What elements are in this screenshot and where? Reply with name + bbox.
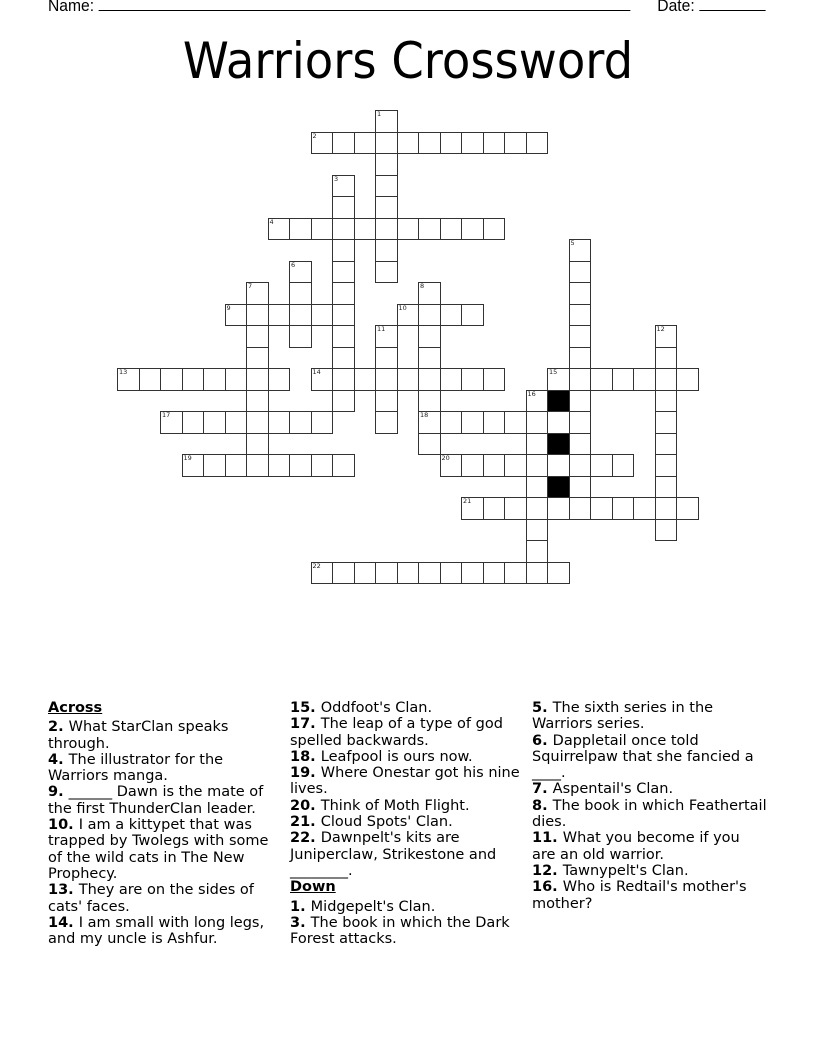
grid-cell[interactable] (332, 239, 355, 262)
grid-cell[interactable] (225, 368, 248, 391)
grid-cell[interactable] (289, 454, 312, 477)
black-cell (547, 433, 570, 456)
clue-text: The illustrator for the Warriors manga. (48, 751, 224, 785)
clue-item (532, 863, 767, 879)
clue-text: ______ Dawn is the mate of the first ThunderClan leader. (48, 784, 264, 817)
grid-cell[interactable] (569, 239, 592, 262)
clue-item (290, 749, 520, 765)
grid-cell[interactable] (354, 562, 377, 585)
clue-number: 8. (532, 797, 553, 814)
clue-text: Where Onestar got his nine lives. (290, 765, 520, 798)
grid-cell[interactable] (440, 562, 463, 585)
grid-cell[interactable] (397, 562, 420, 585)
clue-number: 9 (226, 303, 231, 312)
grid-cell[interactable] (633, 368, 656, 391)
grid-cell[interactable] (655, 433, 678, 456)
clue-number: 10. (48, 817, 79, 834)
grid-cell[interactable] (225, 411, 248, 434)
grid-cell[interactable] (655, 519, 678, 542)
grid-cell[interactable] (655, 325, 678, 348)
grid-cell[interactable] (311, 218, 334, 241)
grid-cell[interactable] (354, 218, 377, 241)
grid-cell[interactable] (547, 411, 570, 434)
clue-text: They are on the sides of cats' faces. (48, 882, 254, 915)
clue-number: 7. (532, 781, 553, 798)
grid-cell[interactable] (203, 411, 226, 434)
grid-cell[interactable] (354, 368, 377, 391)
clue-number: 18 (420, 411, 429, 419)
grid-cell[interactable] (332, 562, 355, 585)
clue-number: 22 (312, 561, 321, 570)
grid-cell[interactable] (526, 519, 549, 542)
grid-cell[interactable] (655, 390, 678, 413)
grid-cell[interactable] (569, 454, 592, 477)
grid-cell[interactable] (332, 196, 355, 219)
clue-text: I am a kittypet that was trapped by Twolegs with some of the wild cats in The New Prophecy. (48, 817, 269, 882)
grid-cell[interactable] (246, 368, 269, 391)
grid-cell[interactable] (612, 368, 635, 391)
grid-cell[interactable] (483, 218, 506, 241)
grid-cell[interactable] (590, 454, 613, 477)
clue-text: The book in which Feathertail dies. (532, 797, 767, 831)
grid-cell[interactable] (569, 433, 592, 456)
grid-cell[interactable] (418, 390, 441, 413)
clue-text: Cloud Spots' Clan. (320, 814, 453, 831)
grid-cell[interactable] (332, 368, 355, 391)
grid-cell[interactable] (397, 304, 420, 327)
grid-cell[interactable] (569, 390, 592, 413)
clue-number: 8 (420, 282, 425, 290)
clue-item (532, 830, 767, 863)
clue-number: 16. (532, 879, 563, 896)
grid-cell[interactable] (375, 325, 398, 348)
grid-cell[interactable] (289, 218, 312, 241)
clue-number: 11. (532, 830, 563, 847)
grid-cell[interactable] (203, 454, 226, 477)
grid-cell[interactable] (375, 110, 398, 133)
clue-number: 1 (377, 110, 382, 118)
clue-number: 3. (290, 914, 311, 931)
clue-number: 12. (532, 862, 563, 879)
clue-text: Midgepelt's Clan. (310, 898, 436, 915)
grid-cell[interactable] (461, 562, 484, 585)
grid-cell[interactable] (246, 454, 269, 477)
grid-cell[interactable] (311, 368, 334, 391)
clue-number: 5. (532, 700, 553, 716)
grid-cell[interactable] (332, 304, 355, 327)
grid-cell[interactable] (354, 132, 377, 155)
black-cell (547, 390, 570, 413)
clue-item (48, 784, 283, 817)
clue-text: Leafpool is ours now. (320, 748, 473, 765)
grid-cell[interactable] (311, 411, 334, 434)
grid-cell[interactable] (526, 433, 549, 456)
grid-cell[interactable] (526, 476, 549, 499)
grid-cell[interactable] (117, 368, 140, 391)
clue-number: 18. (290, 748, 321, 765)
grid-cell[interactable] (418, 433, 441, 456)
clue-item (290, 915, 520, 948)
grid-cell[interactable] (569, 261, 592, 284)
grid-cell[interactable] (612, 454, 635, 477)
clue-item (290, 899, 520, 915)
grid-cell[interactable] (246, 411, 269, 434)
clue-number: 1. (290, 898, 311, 915)
grid-cell[interactable] (526, 540, 549, 563)
clue-number: 19. (290, 765, 321, 782)
clue-text: Tawnypelt's Clan. (562, 862, 689, 879)
clue-number: 11 (377, 325, 386, 333)
grid-cell[interactable] (225, 454, 248, 477)
clue-number: 17. (290, 716, 321, 733)
down-heading: Down (290, 879, 336, 896)
grid-cell[interactable] (676, 497, 699, 520)
grid-cell[interactable] (569, 476, 592, 499)
grid-cell[interactable] (461, 411, 484, 434)
clue-item (290, 830, 520, 879)
grid-cell[interactable] (461, 497, 484, 520)
clue-text: Oddfoot's Clan. (320, 700, 433, 716)
clue-number: 12 (656, 325, 665, 333)
clue-number: 19 (183, 454, 192, 462)
clue-number: 14 (312, 368, 321, 376)
grid-cell[interactable] (655, 368, 678, 391)
clue-number: 14. (48, 914, 79, 931)
clue-text: I am small with long legs, and my uncle is Ashfur. (48, 914, 265, 948)
grid-cell[interactable] (526, 132, 549, 155)
page-title: Warriors Crossword (182, 32, 634, 90)
grid-cell[interactable] (311, 454, 334, 477)
clue-number: 13 (119, 368, 128, 376)
black-cell (547, 476, 570, 499)
clue-number: 13. (48, 882, 79, 899)
clue-number: 10 (398, 303, 407, 312)
grid-cell[interactable] (246, 304, 269, 327)
clue-number: 4. (48, 751, 69, 768)
grid-cell[interactable] (569, 368, 592, 391)
grid-cell[interactable] (332, 325, 355, 348)
grid-cell[interactable] (375, 239, 398, 262)
grid-cell[interactable] (289, 304, 312, 327)
grid-cell[interactable] (504, 454, 527, 477)
grid-cell[interactable] (246, 347, 269, 370)
clue-text: The book in which the Dark Forest attacks. (290, 914, 510, 948)
grid-cell[interactable] (268, 218, 291, 241)
clue-number: 6 (291, 260, 296, 269)
clue-number: 2 (312, 131, 317, 140)
grid-cell[interactable] (397, 368, 420, 391)
clue-item (532, 879, 767, 912)
grid-cell[interactable] (526, 411, 549, 434)
clue-item (532, 798, 767, 831)
clue-text: Dawnpelt's kits are Juniperclaw, Strikestone and ________. (290, 830, 497, 879)
grid-cell[interactable] (612, 497, 635, 520)
grid-cell[interactable] (203, 368, 226, 391)
grid-cell[interactable] (504, 562, 527, 585)
clue-number: 21. (290, 814, 321, 831)
clue-number: 17 (162, 411, 171, 419)
grid-cell[interactable] (289, 261, 312, 284)
date-label: Date: (657, 0, 695, 15)
grid-cell[interactable] (569, 325, 592, 348)
grid-cell[interactable] (655, 476, 678, 499)
clue-column-2 (290, 700, 520, 947)
grid-cell[interactable] (676, 368, 699, 391)
clue-text: The sixth series in the Warriors series. (532, 700, 714, 733)
grid-cell[interactable] (526, 454, 549, 477)
grid-cell[interactable] (246, 433, 269, 456)
grid-cell[interactable] (440, 368, 463, 391)
clue-text: What StarClan speaks through. (48, 719, 229, 752)
grid-cell[interactable] (246, 282, 269, 305)
grid-cell[interactable] (440, 218, 463, 241)
grid-cell[interactable] (332, 282, 355, 305)
grid-cell[interactable] (332, 218, 355, 241)
grid-cell[interactable] (289, 411, 312, 434)
grid-cell[interactable] (526, 497, 549, 520)
grid-cell[interactable] (526, 562, 549, 585)
grid-cell[interactable] (590, 368, 613, 391)
grid-cell[interactable] (375, 368, 398, 391)
clue-text: The leap of a type of god spelled backwards. (290, 716, 503, 749)
grid-cell[interactable] (182, 411, 205, 434)
grid-cell[interactable] (182, 454, 205, 477)
grid-cell[interactable] (375, 411, 398, 434)
clue-number: 21 (463, 497, 472, 505)
grid-cell[interactable] (225, 304, 248, 327)
clue-number: 15 (549, 368, 558, 376)
grid-cell[interactable] (440, 411, 463, 434)
grid-cell[interactable] (375, 153, 398, 176)
grid-cell[interactable] (246, 390, 269, 413)
clue-number: 4 (269, 217, 274, 226)
grid-cell[interactable] (461, 218, 484, 241)
grid-cell[interactable] (375, 196, 398, 219)
clue-column-1 (48, 700, 283, 947)
grid-cell[interactable] (504, 132, 527, 155)
grid-cell[interactable] (569, 282, 592, 305)
grid-cell[interactable] (375, 347, 398, 370)
grid-cell[interactable] (483, 132, 506, 155)
clue-item (48, 719, 283, 752)
clue-text: Dappletail once told Squirrelpaw that she fancied a ____. (532, 732, 754, 782)
grid-cell[interactable] (375, 132, 398, 155)
grid-cell[interactable] (397, 218, 420, 241)
clue-text: What you become if you are an old warrior. (532, 830, 740, 863)
grid-cell[interactable] (375, 261, 398, 284)
clue-number: 9. (48, 784, 69, 801)
grid-cell[interactable] (268, 411, 291, 434)
grid-cell[interactable] (440, 304, 463, 327)
clue-item (532, 700, 767, 733)
grid-cell[interactable] (483, 454, 506, 477)
grid-cell[interactable] (418, 132, 441, 155)
grid-cell[interactable] (461, 454, 484, 477)
grid-cell[interactable] (418, 304, 441, 327)
grid-cell[interactable] (590, 497, 613, 520)
clue-number: 5 (570, 239, 575, 247)
clue-item (48, 915, 283, 948)
grid-cell[interactable] (311, 304, 334, 327)
grid-cell[interactable] (160, 411, 183, 434)
grid-cell[interactable] (397, 132, 420, 155)
clue-item (532, 733, 767, 782)
grid-cell[interactable] (418, 368, 441, 391)
grid-cell[interactable] (655, 454, 678, 477)
clue-item (48, 752, 283, 785)
clue-number: 15. (290, 700, 321, 716)
clue-number: 20. (290, 797, 321, 814)
grid-cell[interactable] (483, 497, 506, 520)
grid-cell[interactable] (655, 347, 678, 370)
clue-text: Who is Redtail's mother's mother? (532, 879, 747, 912)
across-heading: Across (48, 700, 103, 716)
clue-number: 22. (290, 830, 321, 847)
grid-cell[interactable] (633, 497, 656, 520)
grid-cell[interactable] (332, 175, 355, 198)
grid-cell[interactable] (547, 562, 570, 585)
clue-item (290, 814, 520, 830)
grid-cell[interactable] (332, 454, 355, 477)
grid-cell[interactable] (332, 132, 355, 155)
grid-cell[interactable] (268, 304, 291, 327)
grid-cell[interactable] (332, 390, 355, 413)
grid-cell[interactable] (483, 411, 506, 434)
clue-item (290, 798, 520, 814)
grid-cell[interactable] (440, 132, 463, 155)
grid-cell[interactable] (569, 497, 592, 520)
clue-item (290, 765, 520, 798)
clue-text: Aspentail's Clan. (552, 781, 674, 798)
clue-text: Think of Moth Flight. (320, 797, 470, 814)
grid-cell[interactable] (311, 562, 334, 585)
grid-cell[interactable] (440, 454, 463, 477)
clue-column-3 (532, 700, 767, 912)
clue-number: 2. (48, 719, 69, 736)
grid-cell[interactable] (418, 562, 441, 585)
clue-number: 7 (248, 282, 253, 290)
clue-item (532, 781, 767, 797)
grid-cell[interactable] (547, 497, 570, 520)
grid-cell[interactable] (332, 261, 355, 284)
grid-cell[interactable] (526, 390, 549, 413)
clue-number: 3 (334, 174, 339, 183)
grid-cell[interactable] (375, 175, 398, 198)
clue-item (290, 716, 520, 749)
clue-number: 6. (532, 732, 553, 749)
grid-cell[interactable] (569, 411, 592, 434)
clue-item (48, 817, 283, 882)
grid-cell[interactable] (547, 368, 570, 391)
clue-number: 20 (441, 454, 450, 462)
grid-cell[interactable] (547, 454, 570, 477)
clue-item (290, 700, 520, 716)
grid-cell[interactable] (504, 497, 527, 520)
name-label: Name: (48, 0, 95, 15)
grid-cell[interactable] (461, 132, 484, 155)
grid-cell[interactable] (483, 368, 506, 391)
grid-cell[interactable] (311, 132, 334, 155)
clue-number: 16 (527, 389, 536, 398)
grid-cell[interactable] (655, 411, 678, 434)
grid-cell[interactable] (483, 562, 506, 585)
grid-cell[interactable] (418, 218, 441, 241)
grid-cell[interactable] (268, 368, 291, 391)
grid-cell[interactable] (418, 411, 441, 434)
grid-cell[interactable] (182, 368, 205, 391)
grid-cell[interactable] (461, 304, 484, 327)
grid-cell[interactable] (418, 325, 441, 348)
grid-cell[interactable] (268, 454, 291, 477)
grid-cell[interactable] (375, 562, 398, 585)
grid-cell[interactable] (139, 368, 162, 391)
grid-cell[interactable] (375, 218, 398, 241)
grid-cell[interactable] (504, 411, 527, 434)
grid-cell[interactable] (655, 497, 678, 520)
grid-cell[interactable] (160, 368, 183, 391)
clue-item (48, 882, 283, 915)
grid-cell[interactable] (375, 390, 398, 413)
grid-cell[interactable] (461, 368, 484, 391)
grid-cell[interactable] (332, 347, 355, 370)
grid-cell[interactable] (289, 282, 312, 305)
grid-cell[interactable] (569, 347, 592, 370)
grid-cell[interactable] (246, 325, 269, 348)
grid-cell[interactable] (289, 325, 312, 348)
grid-cell[interactable] (418, 347, 441, 370)
grid-cell[interactable] (569, 304, 592, 327)
grid-cell[interactable] (418, 282, 441, 305)
